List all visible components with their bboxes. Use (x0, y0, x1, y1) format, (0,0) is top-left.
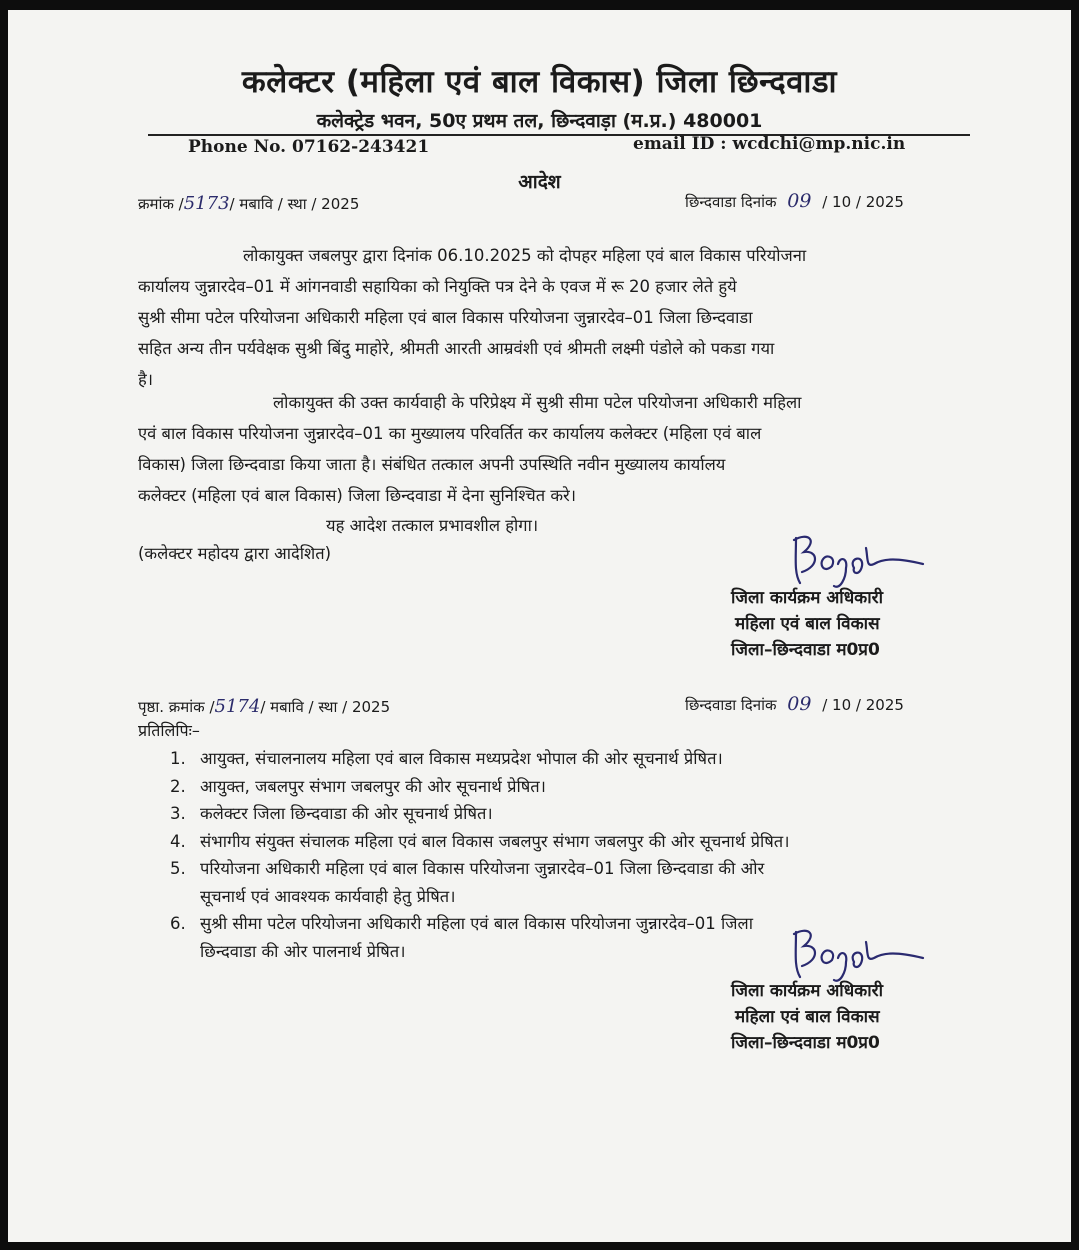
copy-date-day-handwritten: 09 (787, 693, 812, 715)
list-item-text: परियोजना अधिकारी महिला एवं बाल विकास परियोजना जुन्नारदेव–01 जिला छिन्दवाडा की ओर (200, 859, 765, 878)
paragraph-line: विकास) जिला छिन्दवाडा किया जाता है। संबंधित तत्काल अपनी उपस्थिति नवीन मुख्यालय कार्यालय (138, 455, 726, 474)
list-item (170, 773, 789, 801)
list-item-text: कलेक्टर जिला छिन्दवाडा की ओर सूचनार्थ प्रेषित। (200, 804, 493, 823)
signatory-title: जिला कार्यक्रम अधिकारी (731, 588, 883, 608)
order-date (685, 190, 904, 212)
letterhead-address: कलेक्ट्रेड भवन, 50ए प्रथम तल, छिन्दवाड़ा (म.प्र.) 480001 (316, 110, 763, 132)
copy-recipient-list (170, 745, 789, 965)
date-rest: / 10 / 2025 (822, 193, 904, 211)
copy-ref-prefix: पृष्ठा. क्रमांक / (138, 698, 215, 716)
effective-statement: यह आदेश तत्काल प्रभावशील होगा। (326, 516, 539, 535)
signatory-department: महिला एवं बाल विकास (735, 614, 880, 634)
document-page (8, 10, 1071, 1242)
list-item-number: 5. (170, 859, 186, 878)
list-item (170, 745, 789, 773)
paragraph-line: कलेक्टर (महिला एवं बाल विकास) जिला छिन्दवाडा में देना सुनिश्चित करे। (138, 486, 577, 505)
list-item-number: 6. (170, 914, 186, 933)
date-day-handwritten: 09 (787, 190, 812, 212)
list-item-number: 1. (170, 749, 186, 768)
copy-date (685, 693, 904, 715)
signatory-department: महिला एवं बाल विकास (735, 1007, 880, 1027)
list-item (170, 855, 789, 910)
list-item-text: सुश्री सीमा पटेल परियोजना अधिकारी महिला एवं बाल विकास परियोजना जुन्नारदेव–01 जिला (200, 914, 753, 933)
signatory-district: जिला–छिन्दवाडा म0प्र0 (731, 640, 880, 660)
list-item-text: सूचनार्थ एवं आवश्यक कार्यवाही हेतु प्रेषित। (200, 886, 456, 906)
list-item (170, 800, 789, 828)
letterhead-email: email ID : wcdchi@mp.nic.in (633, 134, 906, 154)
order-paragraph-1 (138, 240, 966, 395)
copy-heading: प्रतिलिपिः– (138, 721, 200, 740)
ordered-by: (कलेक्टर महोदय द्वारा आदेशित) (138, 544, 332, 563)
paragraph-line: लोकायुक्त की उक्त कार्यवाही के परिप्रेक्ष्य में सुश्री सीमा पटेल परियोजना अधिकारी महिला (273, 393, 802, 412)
signatory-title: जिला कार्यक्रम अधिकारी (731, 981, 883, 1001)
paragraph-line: एवं बाल विकास परियोजना जुन्नारदेव–01 का मुख्यालय परिवर्तित कर कार्यालय कलेक्टर (महिला एवं बाल (138, 424, 762, 443)
copy-ref-suffix: / मबावि / स्था / 2025 (260, 698, 391, 716)
list-item-text: संभागीय संयुक्त संचालक महिला एवं बाल विकास जबलपुर संभाग जबलपुर की ओर सूचनार्थ प्रेषित। (200, 831, 790, 851)
signatory-2-designation (731, 978, 883, 1056)
copy-date-prefix: छिन्दवाडा दिनांक (685, 696, 777, 714)
list-item-text: छिन्दवाडा की ओर पालनार्थ प्रेषित। (200, 941, 406, 961)
letterhead-phone: Phone No. 07162-243421 (188, 137, 430, 157)
paragraph-line: है। (138, 370, 154, 389)
copy-ref-number-handwritten: 5174 (214, 696, 261, 717)
list-item (170, 910, 789, 965)
list-item-text: आयुक्त, जबलपुर संभाग जबलपुर की ओर सूचनार्थ प्रेषित। (200, 776, 546, 796)
list-item-text: आयुक्त, संचालनालय महिला एवं बाल विकास मध्यप्रदेश भोपाल की ओर सूचनार्थ प्रेषित। (200, 749, 723, 768)
list-item-number: 4. (170, 831, 186, 851)
ref-number-handwritten: 5173 (183, 193, 230, 214)
list-item-number: 2. (170, 776, 186, 796)
paragraph-line: लोकायुक्त जबलपुर द्वारा दिनांक 06.10.2025 को दोपहर महिला एवं बाल विकास परियोजना (243, 246, 807, 265)
ref-prefix: क्रमांक / (138, 195, 184, 213)
copy-date-rest: / 10 / 2025 (822, 696, 904, 714)
copy-reference (138, 696, 390, 717)
paragraph-line: सहित अन्य तीन पर्यवेक्षक सुश्री बिंदु माहोरे, श्रीमती आरती आम्रवंशी एवं श्रीमती लक्ष्मी पंडोले को पकडा गया (138, 339, 775, 358)
paragraph-line: कार्यालय जुन्नारदेव–01 में आंगनवाडी सहायिका को नियुक्ति पत्र देने के एवज में रू 20 हजार लेते हुये (138, 277, 737, 296)
letterhead-title: कलेक्टर (महिला एवं बाल विकास) जिला छिन्दवाडा (241, 64, 838, 100)
order-reference (138, 193, 359, 214)
ref-suffix: / मबावि / स्था / 2025 (229, 195, 360, 213)
order-title: आदेश (518, 171, 561, 193)
date-prefix: छिन्दवाडा दिनांक (685, 193, 777, 211)
list-item-number: 3. (170, 804, 186, 823)
paragraph-line: सुश्री सीमा पटेल परियोजना अधिकारी महिला एवं बाल विकास परियोजना जुन्नारदेव–01 जिला छिन्दवाडा (138, 308, 753, 327)
order-paragraph-2 (138, 387, 966, 511)
signatory-district: जिला–छिन्दवाडा म0प्र0 (731, 1033, 880, 1053)
list-item (170, 828, 789, 856)
signatory-1-designation (731, 585, 883, 663)
